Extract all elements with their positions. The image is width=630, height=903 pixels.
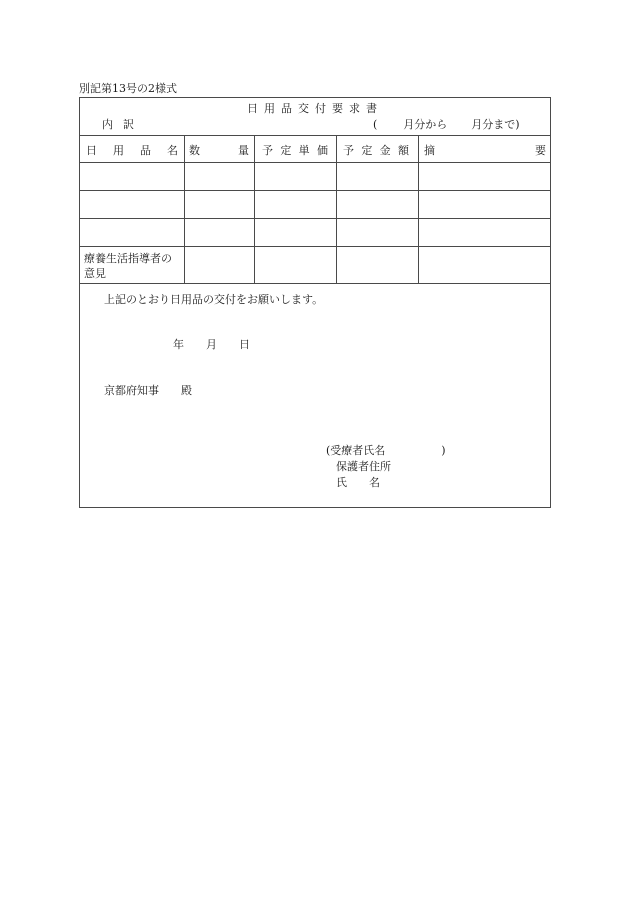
date-month: 月	[206, 338, 217, 351]
date-year: 年	[173, 338, 184, 351]
date-line	[173, 339, 272, 350]
table-bottom-rule	[80, 283, 550, 284]
patient-name-close: )	[441, 444, 446, 457]
row-rule-1	[80, 190, 550, 191]
guardian-name-label: 氏 名	[336, 476, 380, 489]
instructor-opinion-label-line2: 意見	[84, 267, 106, 280]
period-field	[373, 119, 520, 130]
requisition-form	[79, 97, 551, 508]
header-unit-price: 予 定 単 価	[262, 144, 328, 157]
header-quantity: 数 量	[189, 144, 249, 157]
period-to-label: 月分まで)	[471, 118, 520, 131]
row-rule-2	[80, 218, 550, 219]
row-rule-3	[80, 246, 550, 247]
header-amount: 予 定 金 額	[343, 144, 409, 157]
header-remarks: 摘 要	[424, 144, 546, 157]
instructor-opinion-label-line1: 療養生活指導者の	[84, 252, 172, 265]
addressee: 京都府知事 殿	[104, 384, 192, 397]
guardian-address-label: 保護者住所	[336, 460, 391, 473]
col-divider-4	[418, 135, 419, 283]
header-item-name: 日 用 品 名	[86, 144, 178, 157]
period-from-label: 月分から	[403, 118, 448, 131]
col-divider-1	[184, 135, 185, 283]
patient-name-field	[326, 445, 446, 456]
col-divider-2	[254, 135, 255, 283]
form-title: 日用品交付要求書	[247, 102, 383, 115]
patient-name-label: (受療者氏名	[326, 444, 386, 457]
header-row-rule	[80, 162, 550, 163]
table-top-rule	[80, 135, 550, 136]
request-statement: 上記のとおり日用品の交付をお願いします。	[104, 293, 324, 306]
date-day: 日	[239, 338, 250, 351]
breakdown-label: 内訳	[102, 118, 144, 131]
col-divider-3	[336, 135, 337, 283]
period-open-paren: (	[373, 118, 378, 131]
form-number-label: 別記第13号の2様式	[79, 82, 177, 95]
